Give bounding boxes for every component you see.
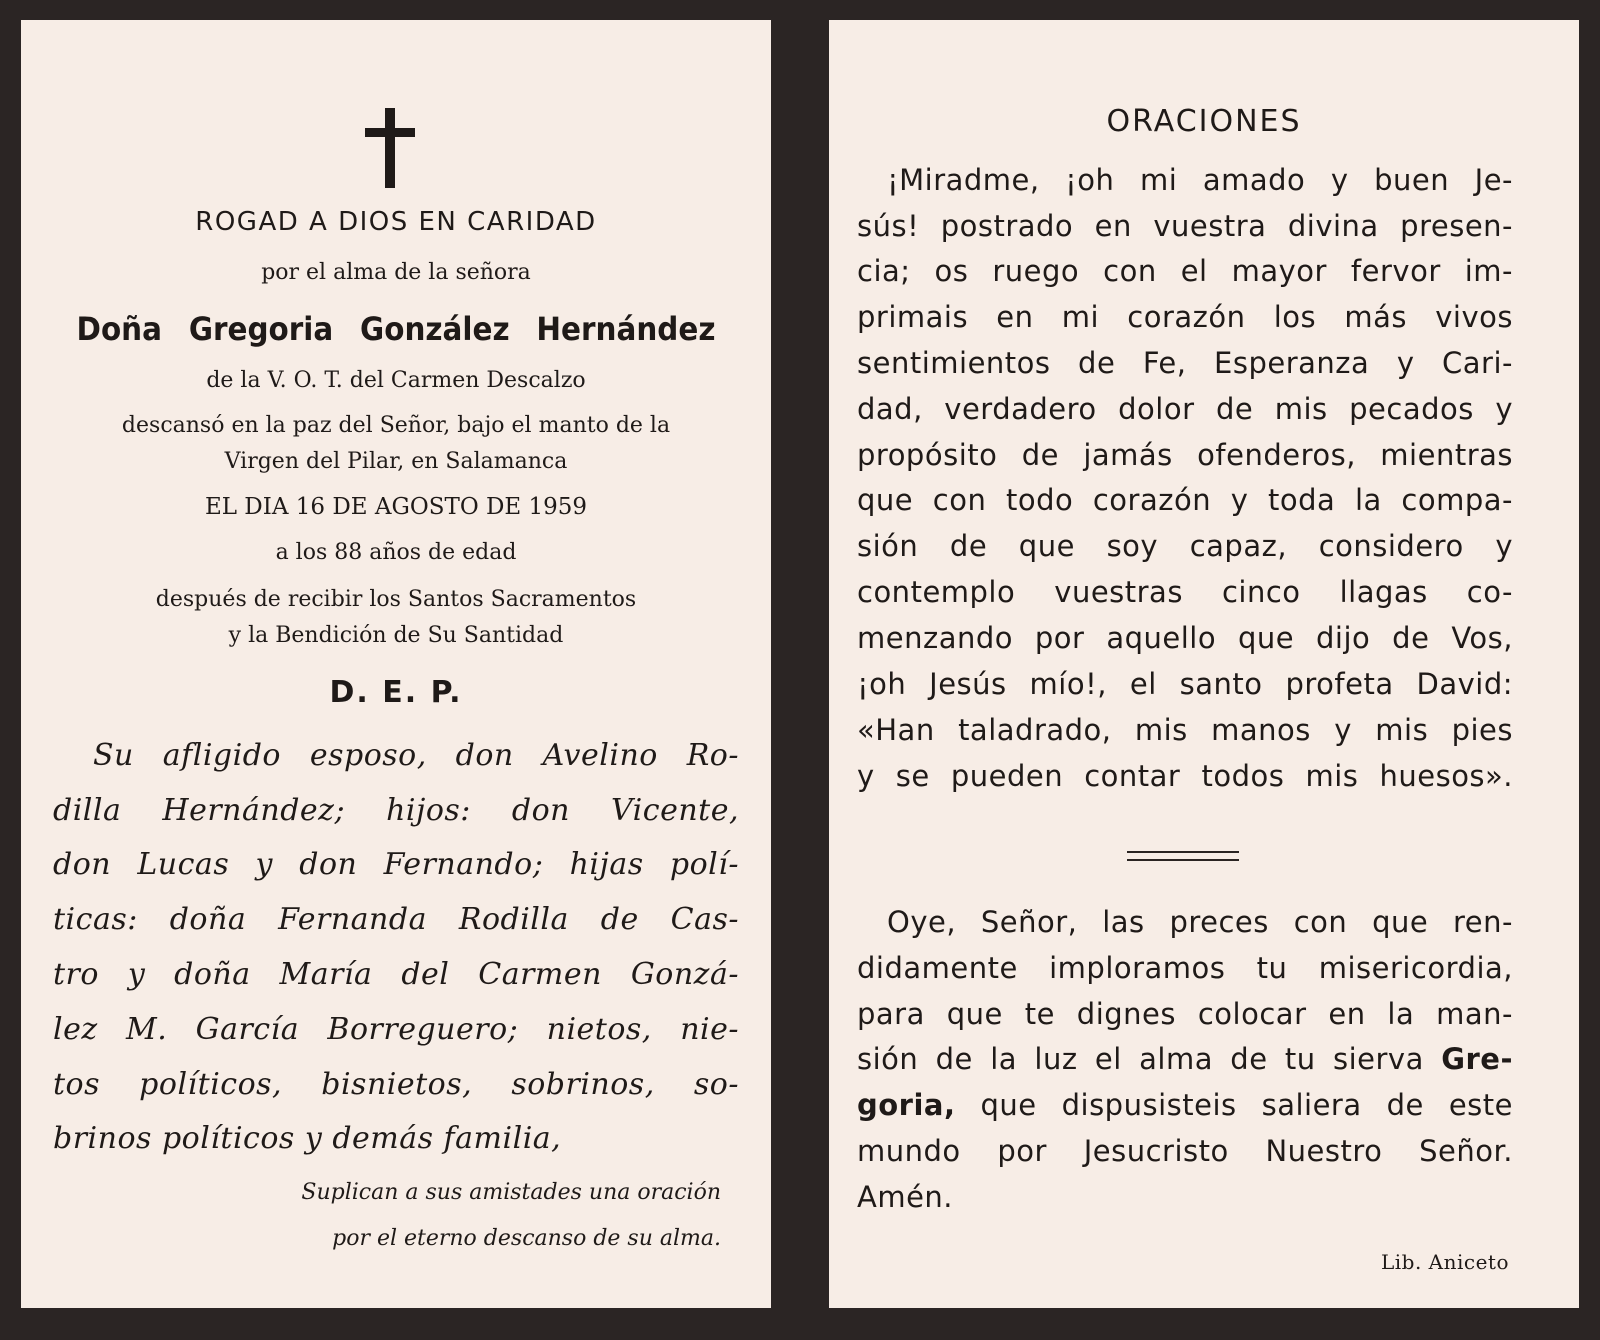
name-bold: goria, [857,1088,956,1122]
family-line: don Lucas y don Fernando; hijas polí- [53,847,739,882]
request-line-1: Suplican a sus amistades una oración [301,1180,721,1205]
for-soul-text: por el alma de la señora [261,260,531,285]
cross-icon [365,108,415,188]
printer-credit: Lib. Aniceto [1380,1250,1509,1274]
sacraments-line-2: y la Bendición de Su Santidad [228,623,564,648]
family-line: Su afligido esposo, don Avelino Ro- [93,738,739,773]
age-text: a los 88 años de edad [275,540,517,565]
prayer-line: sión de que soy capaz, considero y [857,529,1513,563]
prayer-line: primais en mi corazón los más vivos [857,300,1513,334]
prayer-line: ¡oh Jesús mío!, el santo profeta David: [857,667,1513,701]
prayer-line: dad, verdadero dolor de mis pecados y [857,392,1513,426]
family-line: dilla Hernández; hijos: don Vicente, [53,793,739,828]
prayer-line: menzando por aquello que dijo de Vos, [857,621,1513,655]
rest-line-2: Virgen del Pilar, en Salamanca [224,449,568,474]
prayer-line: Amén. [857,1180,954,1214]
family-line: lez M. García Borreguero; nietos, nie- [53,1012,739,1047]
prayer-line: «Han taladrado, mis manos y mis pies [857,713,1513,747]
family-line: tos políticos, bisnietos, sobrinos, so- [53,1067,739,1102]
date-text: EL DIA 16 DE AGOSTO DE 1959 [204,494,588,520]
prayer-text: que dispusisteis saliera de este [955,1088,1513,1122]
prayers-title: ORACIONES [1106,104,1302,139]
name-bold: Gre- [1441,1042,1513,1076]
order-text: de la V. O. T. del Carmen Descalzo [206,368,586,393]
deceased-name: Doña Gregoria González Hernández [76,310,716,348]
divider-line [1127,859,1239,861]
prayer-line: para que te dignes colocar en la man- [857,997,1513,1031]
family-line: ticas: doña Fernanda Rodilla de Cas- [53,902,739,937]
request-line-2: por el eterno descanso de su alma. [332,1226,721,1251]
prayer-line: Oye, Señor, las preces con que ren- [887,905,1513,939]
prayer-line: didamente imploramos tu misericordia, [857,951,1513,985]
left-card [21,20,771,1308]
dep-text: D. E. P. [329,675,463,710]
sacraments-line-1: después de recibir los Santos Sacramentos [155,587,637,612]
prayer-line: y se pueden contar todos mis huesos». [857,759,1513,793]
prayer-line: propósito de jamás ofenderos, mientras [857,438,1513,472]
prayer-line: ¡Miradme, ¡oh mi amado y buen Je- [887,163,1513,197]
prayer-line [857,1042,1513,1076]
prayer-line [857,1088,1513,1122]
prayer-text: sión de la luz el alma de tu sierva [857,1042,1442,1076]
family-line: tro y doña María del Carmen Gonzá- [53,957,739,992]
rest-line-1: descansó en la paz del Señor, bajo el manto de la [121,413,671,438]
prayer-line: sentimientos de Fe, Esperanza y Cari- [857,346,1513,380]
heading: ROGAD A DIOS EN CARIDAD [195,207,597,237]
prayer-line: sús! postrado en vuestra divina presen- [857,209,1513,243]
family-line: brinos políticos y demás familia, [53,1121,562,1156]
prayer-line: mundo por Jesucristo Nuestro Señor. [857,1134,1513,1168]
prayer-line: cia; os ruego con el mayor fervor im- [857,254,1513,288]
prayer-line: contemplo vuestras cinco llagas co- [857,575,1513,609]
prayer-line: que con todo corazón y toda la compa- [857,483,1513,517]
divider-line [1127,851,1239,853]
right-card [829,20,1579,1308]
